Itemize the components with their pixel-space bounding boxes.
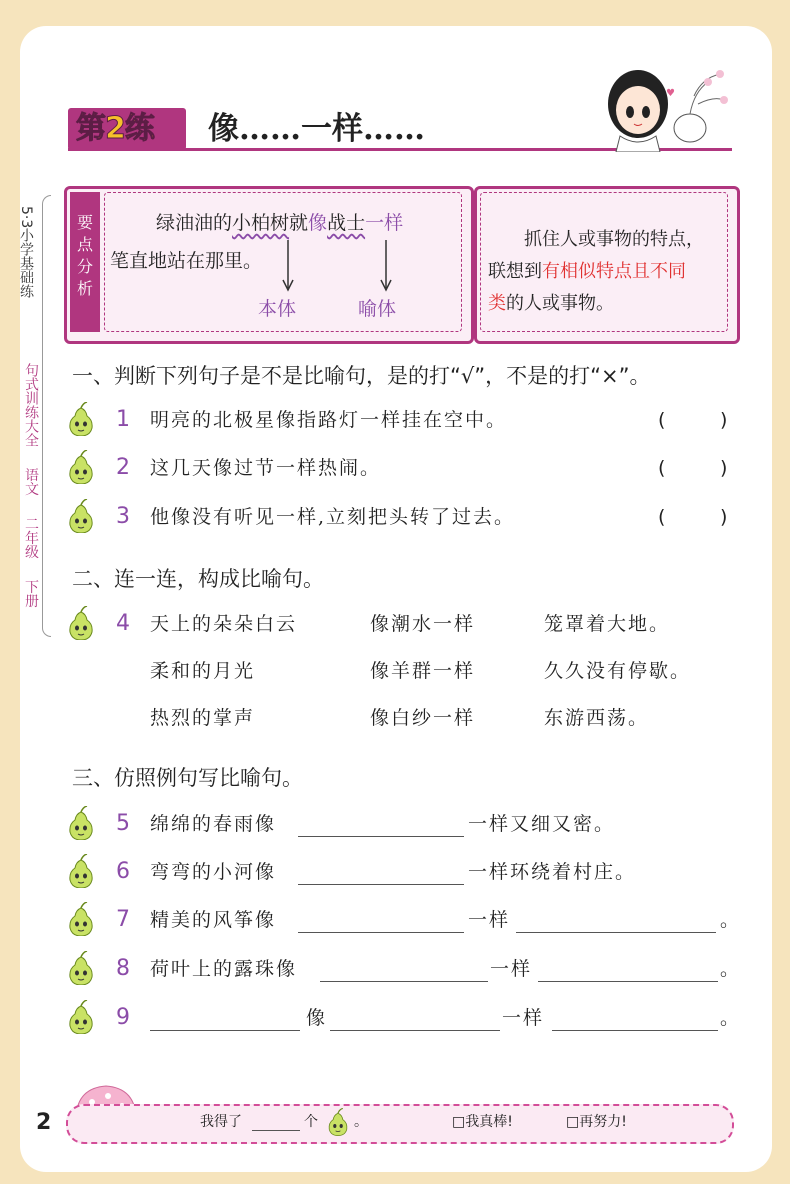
match-middle-item[interactable]: 像潮水一样	[370, 613, 476, 635]
match-middle-item[interactable]: 像羊群一样	[370, 660, 476, 682]
answer-blank[interactable]	[298, 884, 464, 885]
list-item	[66, 900, 746, 940]
question-number: 4	[116, 611, 130, 636]
sentence-end: 。	[720, 958, 742, 980]
score-blank[interactable]	[252, 1130, 300, 1131]
sentence-start: 精美的风筝像	[150, 909, 277, 931]
question-text: 明亮的北极星像指路灯一样挂在空中。	[150, 409, 508, 431]
answer-blank[interactable]	[330, 1030, 500, 1031]
list-item	[66, 949, 746, 989]
lesson-label-box	[68, 108, 186, 150]
answer-paren-close: )	[720, 506, 728, 528]
question-number: 6	[116, 859, 130, 884]
list-item	[66, 852, 746, 892]
pear-icon	[66, 1000, 96, 1034]
pear-icon	[66, 951, 96, 985]
list-item	[66, 998, 746, 1038]
answer-paren-open[interactable]: (	[658, 409, 666, 431]
list-item	[66, 400, 746, 440]
sentence-end: 。	[720, 909, 742, 931]
side-bracket	[42, 195, 51, 637]
answer-blank[interactable]	[516, 932, 716, 933]
annotation-arrows	[278, 236, 398, 296]
answer-blank[interactable]	[150, 1030, 300, 1031]
pear-icon	[66, 450, 96, 484]
pear-icon	[66, 402, 96, 436]
sentence-middle: 像	[306, 1007, 328, 1029]
example-sentence-line1: 绿油油的小柏树就像战士一样	[156, 212, 404, 234]
section3-heading: 三、仿照例句写比喻句。	[72, 766, 303, 790]
sentence-end: 一样又细又密。	[468, 813, 616, 835]
answer-blank[interactable]	[538, 981, 718, 982]
page-title: 像……一样……	[208, 111, 425, 147]
pear-icon	[66, 499, 96, 533]
question-text: 这几天像过节一样热闹。	[150, 457, 382, 479]
match-middle-item[interactable]: 像白纱一样	[370, 707, 476, 729]
pear-icon	[326, 1108, 350, 1136]
try-harder-checkbox[interactable]: □再努力!	[566, 1114, 627, 1130]
sentence-middle: 一样	[468, 909, 511, 931]
question-number: 3	[116, 504, 130, 529]
great-checkbox[interactable]: □我真棒!	[452, 1114, 513, 1130]
matching-exercise	[66, 604, 746, 744]
match-right-item[interactable]: 久久没有停歇。	[544, 660, 692, 682]
section2-heading: 二、连一连，构成比喻句。	[72, 567, 324, 591]
tip-text: 抓住人或事物的特点， 联想到有相似特点且不同 类的人或事物。	[488, 229, 704, 314]
sentence-end: 一样环绕着村庄。	[468, 861, 637, 883]
answer-paren-close: )	[720, 409, 728, 431]
tenor-text: 小柏树	[232, 212, 290, 234]
yiyang-word: 一样	[365, 212, 404, 234]
side-book-title: 5·3小学基础练	[18, 206, 34, 299]
sentence-start: 荷叶上的露珠像	[150, 958, 298, 980]
girl-illustration	[598, 56, 738, 152]
list-item	[66, 448, 746, 488]
list-item	[66, 804, 746, 844]
svg-text:♥: ♥	[666, 88, 675, 99]
sentence-middle: 一样	[502, 1007, 545, 1029]
lesson-label: 第2练	[76, 111, 154, 146]
answer-blank[interactable]	[298, 836, 464, 837]
question-number: 5	[116, 811, 130, 836]
answer-blank[interactable]	[298, 932, 464, 933]
tenor-label: 本体	[258, 298, 297, 320]
question-number: 2	[116, 455, 130, 480]
pear-icon	[66, 606, 96, 640]
pear-icon	[66, 902, 96, 936]
answer-blank[interactable]	[552, 1030, 718, 1031]
answer-blank[interactable]	[320, 981, 488, 982]
question-number: 9	[116, 1005, 130, 1030]
vehicle-label: 喻体	[358, 298, 397, 320]
score-footer	[66, 1104, 734, 1144]
vehicle-text: 战士	[327, 212, 366, 234]
pear-icon	[66, 806, 96, 840]
match-left-item[interactable]: 天上的朵朵白云	[150, 613, 298, 635]
page-number: 2	[36, 1110, 52, 1135]
sentence-end: 。	[720, 1007, 742, 1029]
match-left-item[interactable]: 柔和的月光	[150, 660, 256, 682]
side-series-info: 句式训练大全 语文 二年级 下册	[23, 362, 39, 608]
score-unit: 个	[304, 1114, 318, 1130]
question-number: 1	[116, 407, 130, 432]
match-left-item[interactable]: 热烈的掌声	[150, 707, 256, 729]
section1-heading: 一、判断下列句子是不是比喻句，是的打“√”，不是的打“×”。	[72, 364, 651, 388]
sentence-middle: 一样	[490, 958, 533, 980]
answer-paren-open[interactable]: (	[658, 506, 666, 528]
question-number: 8	[116, 956, 130, 981]
like-word: 像	[308, 212, 328, 234]
match-right-item[interactable]: 东游西荡。	[544, 707, 650, 729]
sentence-start: 弯弯的小河像	[150, 861, 277, 883]
question-text: 他像没有听见一样,立刻把头转了过去。	[150, 506, 516, 528]
question-number: 7	[116, 907, 130, 932]
match-right-item[interactable]: 笼罩着大地。	[544, 613, 671, 635]
sentence-start: 绵绵的春雨像	[150, 813, 277, 835]
score-label: 我得了	[200, 1114, 242, 1130]
list-item	[66, 497, 746, 537]
pear-icon	[66, 854, 96, 888]
example-sentence-line2: 笔直地站在那里。	[110, 250, 263, 272]
score-period: 。	[354, 1114, 368, 1130]
key-analysis-tag: 要点分析	[70, 192, 100, 332]
answer-paren-open[interactable]: (	[658, 457, 666, 479]
answer-paren-close: )	[720, 457, 728, 479]
